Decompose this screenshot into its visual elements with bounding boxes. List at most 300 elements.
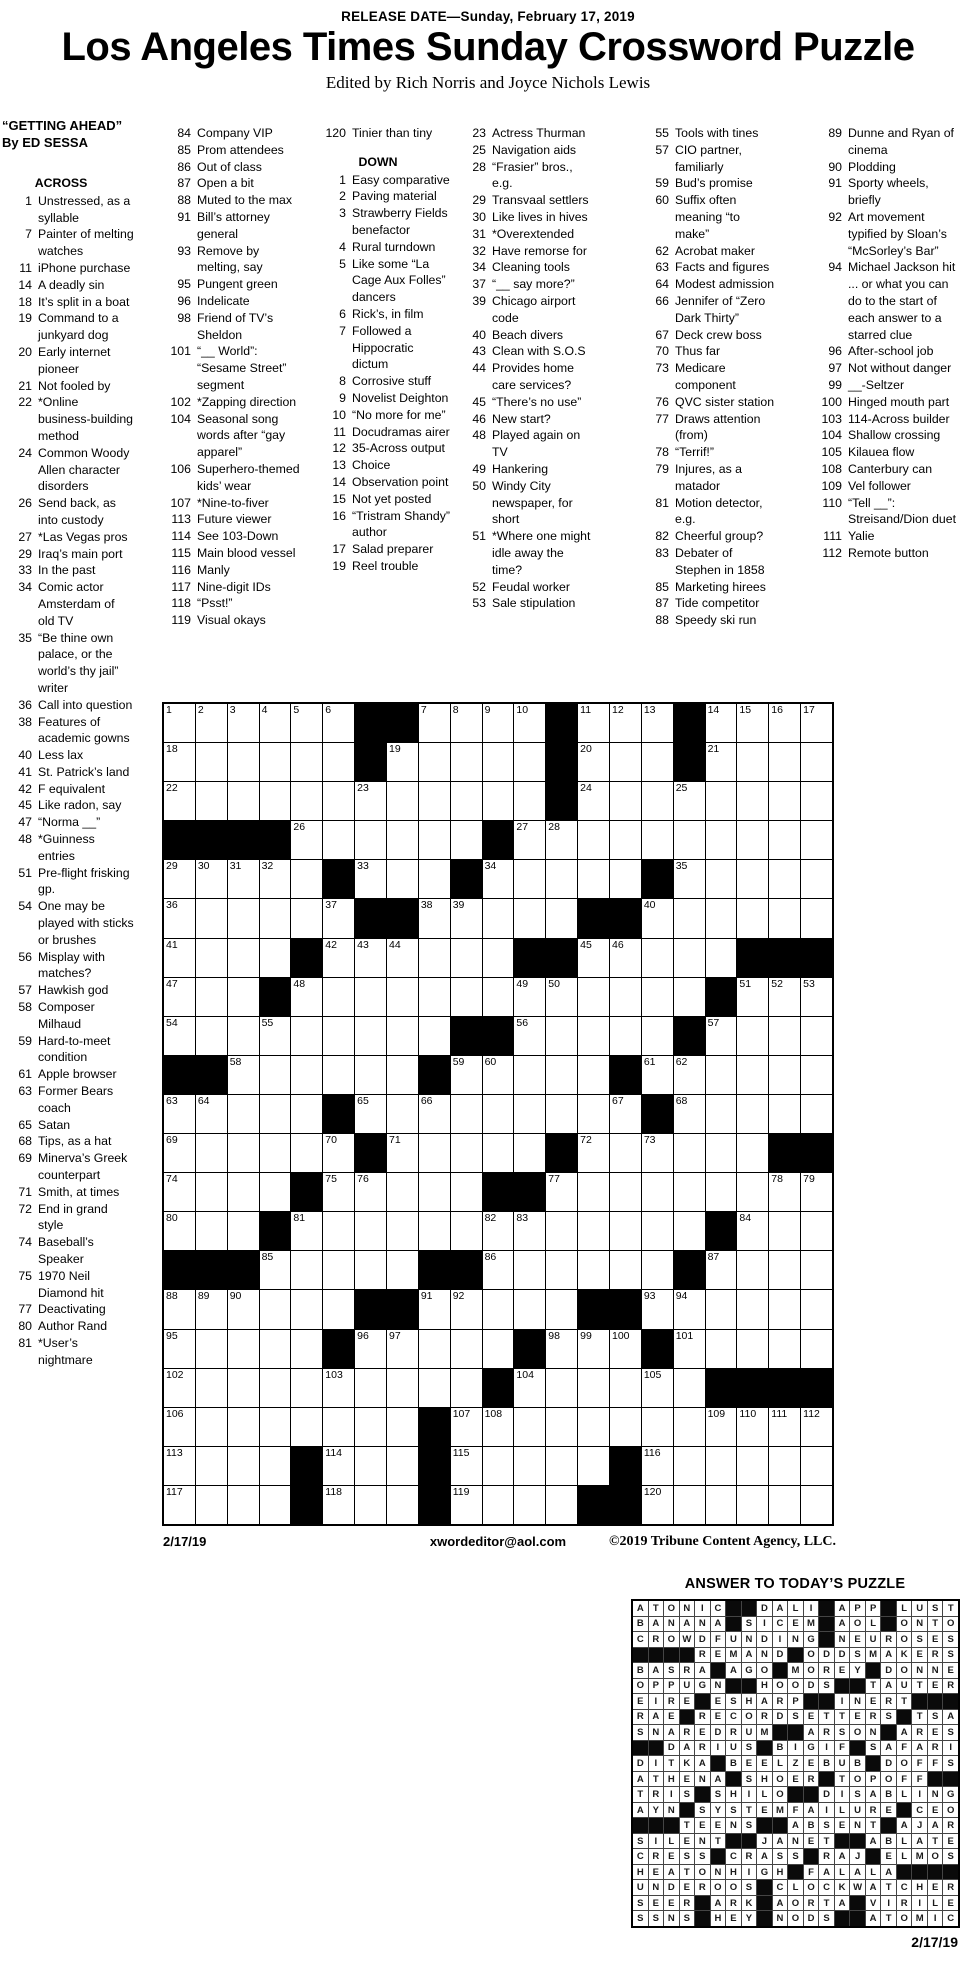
clue-text: Reel trouble <box>352 558 419 573</box>
answer-cell: T <box>866 1679 881 1694</box>
answer-black-square <box>881 1617 896 1632</box>
clue-number: 50 <box>472 478 486 493</box>
cell-number: 88 <box>166 1290 178 1303</box>
answer-cell: K <box>897 1648 912 1663</box>
answer-cell: O <box>788 1911 803 1926</box>
clue <box>158 461 303 495</box>
answer-cell: M <box>866 1648 881 1663</box>
clue-number: 8 <box>339 374 346 389</box>
answer-cell: E <box>866 1694 881 1709</box>
grid-cell <box>706 704 737 742</box>
grid-cell <box>546 1369 577 1407</box>
clue-text: Beach divers <box>492 327 564 342</box>
clue-text: Vel follower <box>848 478 911 493</box>
answer-cell: L <box>835 1865 850 1880</box>
answer-cell: N <box>695 1772 710 1787</box>
cell-number: 66 <box>420 1094 433 1107</box>
grid-cell <box>164 1447 195 1485</box>
clue <box>318 205 452 239</box>
grid-cell <box>291 821 322 859</box>
grid-cell <box>546 860 577 898</box>
grid-cell <box>706 1290 737 1328</box>
answer-cell: I <box>912 1787 927 1802</box>
grid-cell <box>674 1330 705 1368</box>
across-clues-2 <box>158 125 303 629</box>
grid-cell <box>483 782 514 820</box>
answer-cell: M <box>804 1617 819 1632</box>
clue <box>2 193 134 227</box>
answer-cell: A <box>804 1803 819 1818</box>
grid-cell <box>451 1173 482 1211</box>
clue-text: 114-Across builder <box>848 411 950 426</box>
clue <box>810 411 956 428</box>
grid-cell <box>801 1408 832 1446</box>
cell-number: 55 <box>261 1016 274 1029</box>
grid-cell <box>514 899 545 937</box>
clue-text: “Tell __”: Streisand/Dion duet <box>848 495 957 527</box>
grid-cell <box>642 1134 673 1172</box>
clue-text: Apple browser <box>38 1067 117 1082</box>
grid-cell <box>674 1486 705 1524</box>
answer-black-square <box>819 1772 834 1787</box>
answer-cell: T <box>866 1818 881 1833</box>
grid-cell <box>801 782 832 820</box>
answer-cell: I <box>742 1865 757 1880</box>
clue <box>158 142 303 159</box>
grid-cell <box>419 1369 450 1407</box>
answer-cell: B <box>881 1787 896 1802</box>
clue-text: __-Seltzer <box>848 377 905 392</box>
grid-cell <box>419 821 450 859</box>
cell-number: 14 <box>707 704 720 716</box>
answer-cell: B <box>773 1741 788 1756</box>
answer-cell: A <box>881 1679 896 1694</box>
clue-text: “__ say more?” <box>492 277 575 292</box>
grid-cell <box>737 1290 768 1328</box>
cell-number: 5 <box>293 704 300 716</box>
cell-number: 10 <box>516 704 529 716</box>
clue-number: 19 <box>18 311 32 326</box>
clue <box>458 226 592 243</box>
cell-number: 115 <box>452 1446 470 1459</box>
grid-cell <box>387 1017 418 1055</box>
black-square <box>578 1486 609 1524</box>
answer-cell: N <box>680 1601 695 1616</box>
clue-number: 88 <box>177 193 191 208</box>
answer-cell: R <box>819 1663 834 1678</box>
clue-number: 33 <box>18 563 32 578</box>
answer-cell: E <box>943 1663 958 1678</box>
cell-number: 71 <box>389 1134 401 1147</box>
clue-text: Misplay with matches? <box>38 949 105 981</box>
grid-cell <box>674 1095 705 1133</box>
clue <box>2 797 134 814</box>
clue <box>458 394 592 411</box>
clue-text: Played again on TV <box>492 428 581 460</box>
answer-cell: M <box>912 1911 927 1926</box>
clue-text: Sale stipulation <box>492 596 576 611</box>
clue <box>810 461 956 478</box>
answer-black-square <box>695 1896 710 1911</box>
clue <box>318 508 452 542</box>
answer-cell: O <box>897 1632 912 1647</box>
answer-cell: B <box>819 1756 834 1771</box>
cell-number: 93 <box>643 1290 656 1303</box>
grid-cell <box>769 1330 800 1368</box>
clue <box>641 142 777 176</box>
answer-cell: A <box>757 1849 772 1864</box>
answer-cell: I <box>819 1741 834 1756</box>
answer-cell: S <box>850 1787 865 1802</box>
answer-cell: S <box>819 1911 834 1926</box>
grid-cell <box>323 1173 354 1211</box>
answer-cell: N <box>664 1617 679 1632</box>
answer-black-square <box>804 1694 819 1709</box>
black-square <box>546 782 577 820</box>
grid-cell <box>769 1017 800 1055</box>
grid-cell <box>483 743 514 781</box>
answer-cell: O <box>711 1880 726 1895</box>
grid-cell <box>610 1408 641 1446</box>
grid-cell <box>578 860 609 898</box>
answer-cell: A <box>928 1818 943 1833</box>
answer-cell: I <box>835 1694 850 1709</box>
answer-cell: T <box>912 1710 927 1725</box>
clue <box>641 192 777 242</box>
editors-byline: Edited by Rich Norris and Joyce Nichols Lewis <box>325 73 651 92</box>
clue <box>158 545 303 562</box>
grid-cell <box>451 1134 482 1172</box>
clue-number: 58 <box>18 1000 32 1015</box>
grid-cell <box>260 899 291 937</box>
clue-number: 51 <box>18 865 32 880</box>
cell-number: 18 <box>166 743 178 756</box>
clue <box>458 478 592 528</box>
clue-number: 26 <box>18 496 32 511</box>
answer-cell: A <box>835 1849 850 1864</box>
grid-cell <box>355 1212 386 1250</box>
answer-cell: T <box>680 1865 695 1880</box>
answer-cell: B <box>881 1834 896 1849</box>
clue-text: Motion detector, e.g. <box>675 495 763 527</box>
clue <box>641 444 777 461</box>
grid-cell <box>769 1173 800 1211</box>
answer-cell: E <box>757 1803 772 1818</box>
answer-cell: O <box>695 1865 710 1880</box>
answer-cell: D <box>711 1725 726 1740</box>
clue-number: 83 <box>655 545 669 560</box>
clue-number: 37 <box>472 277 486 292</box>
grid-cell <box>419 743 450 781</box>
answer-black-square <box>773 1725 788 1740</box>
answer-cell: N <box>788 1632 803 1647</box>
clue <box>2 949 134 983</box>
grid-cell <box>674 1212 705 1250</box>
answer-cell: D <box>881 1756 896 1771</box>
grid-cell <box>355 1017 386 1055</box>
grid-cell <box>164 1290 195 1328</box>
clue-text: Remote button <box>848 545 929 560</box>
grid-cell <box>642 939 673 977</box>
cell-number: 70 <box>325 1134 337 1147</box>
down-clues-3 <box>641 125 777 629</box>
answer-cell: G <box>757 1865 772 1880</box>
answer-cell: E <box>680 1880 695 1895</box>
answer-cell: N <box>664 1803 679 1818</box>
grid-cell <box>355 1447 386 1485</box>
grid-cell <box>196 978 227 1016</box>
answer-cell: S <box>943 1632 958 1647</box>
clue-number: 49 <box>472 461 486 476</box>
black-square <box>164 821 195 859</box>
answer-cell: A <box>680 1617 695 1632</box>
grid-cell <box>546 1447 577 1485</box>
grid-cell <box>483 1290 514 1328</box>
grid-cell <box>387 860 418 898</box>
answer-black-square <box>850 1679 865 1694</box>
clue <box>641 243 777 260</box>
clue-number: 99 <box>828 377 842 392</box>
grid-cell <box>291 1212 322 1250</box>
grid-cell <box>610 782 641 820</box>
answer-cell: R <box>649 1632 664 1647</box>
clue-number: 14 <box>332 474 346 489</box>
cell-number: 62 <box>675 1055 688 1068</box>
grid-cell <box>514 1134 545 1172</box>
clue <box>641 461 777 495</box>
clue-number: 31 <box>472 226 486 241</box>
answer-cell: E <box>788 1772 803 1787</box>
grid-cell <box>514 1095 545 1133</box>
clue <box>158 175 303 192</box>
clue <box>2 1268 134 1302</box>
grid-cell <box>451 899 482 937</box>
clue-number: 81 <box>18 1335 32 1350</box>
answer-cell: S <box>742 1741 757 1756</box>
clue-number: 115 <box>171 545 191 560</box>
clue <box>458 411 592 428</box>
clue-number: 48 <box>472 428 486 443</box>
grid-cell <box>164 1408 195 1446</box>
clue-number: 29 <box>472 193 486 208</box>
grid-cell <box>260 1173 291 1211</box>
answer-cell: S <box>633 1834 648 1849</box>
cell-number: 67 <box>612 1094 624 1107</box>
answer-cell: K <box>835 1880 850 1895</box>
clue <box>641 411 777 445</box>
answer-cell: E <box>928 1632 943 1647</box>
clue-text: Company VIP <box>197 126 273 140</box>
black-square <box>706 1369 737 1407</box>
grid-cell <box>228 1095 259 1133</box>
grid-cell <box>769 1251 800 1289</box>
answer-cell: L <box>773 1756 788 1771</box>
cell-number: 32 <box>261 860 274 873</box>
cell-number: 23 <box>357 782 369 795</box>
answer-cell: T <box>835 1710 850 1725</box>
grid-cell <box>196 1447 227 1485</box>
cell-number: 80 <box>166 1212 178 1225</box>
grid-cell <box>291 1056 322 1094</box>
grid-cell <box>610 1212 641 1250</box>
answer-cell: A <box>866 1911 881 1926</box>
black-square <box>642 1095 673 1133</box>
clue <box>158 528 303 545</box>
answer-cell: S <box>680 1911 695 1926</box>
answer-cell: S <box>928 1601 943 1616</box>
answer-cell: I <box>788 1741 803 1756</box>
answer-cell: O <box>943 1803 958 1818</box>
clue-number: 92 <box>828 209 842 224</box>
answer-cell: G <box>695 1679 710 1694</box>
grid-cell <box>801 704 832 742</box>
grid-cell <box>196 1330 227 1368</box>
answer-cell: I <box>943 1741 958 1756</box>
cell-number: 51 <box>739 977 752 990</box>
grid-cell <box>706 1095 737 1133</box>
grid-cell <box>674 1369 705 1407</box>
grid-cell <box>291 782 322 820</box>
clue-number: 91 <box>177 209 191 224</box>
black-square <box>706 1212 737 1250</box>
copyright-notice: ©2019 Tribune Content Agency, LLC. <box>609 1534 836 1549</box>
grid-cell <box>674 939 705 977</box>
cell-number: 21 <box>707 743 720 756</box>
answer-cell: E <box>680 1834 695 1849</box>
clue <box>2 1335 134 1369</box>
answer-black-square <box>866 1663 881 1678</box>
cell-number: 108 <box>484 1407 503 1420</box>
answer-black-square <box>788 1648 803 1663</box>
grid-cell <box>260 1134 291 1172</box>
grid-cell <box>228 1017 259 1055</box>
clue-text: Choice <box>352 458 391 473</box>
clue-number: 34 <box>472 260 486 275</box>
grid-cell <box>228 939 259 977</box>
answer-cell: A <box>866 1787 881 1802</box>
clue <box>318 390 452 407</box>
clue-text: “No more for me” <box>352 407 446 422</box>
clue <box>318 474 452 491</box>
answer-cell: S <box>742 1880 757 1895</box>
clue-text: Actress Thurman <box>492 126 586 140</box>
answer-black-square <box>819 1632 834 1647</box>
answer-cell: N <box>649 1725 664 1740</box>
grid-cell <box>483 1408 514 1446</box>
clue-column-4 <box>458 125 592 612</box>
clue-number: 19 <box>332 558 346 573</box>
clue-text: Hawkish god <box>38 983 109 998</box>
answer-cell: O <box>773 1772 788 1787</box>
answer-black-square <box>757 1741 772 1756</box>
answer-black-square <box>757 1818 772 1833</box>
grid-cell <box>260 743 291 781</box>
answer-cell: A <box>649 1663 664 1678</box>
answer-cell: R <box>742 1849 757 1864</box>
clue-text: Pungent green <box>197 277 278 292</box>
clue <box>2 1184 134 1201</box>
answer-cell: N <box>835 1632 850 1647</box>
grid-cell <box>578 704 609 742</box>
grid-cell <box>801 1056 832 1094</box>
grid-cell <box>642 782 673 820</box>
answer-cell: E <box>928 1880 943 1895</box>
answer-cell: E <box>928 1803 943 1818</box>
clue-text: 35-Across output <box>352 441 445 456</box>
answer-grid <box>631 1599 960 1928</box>
clue-number: 81 <box>655 495 669 510</box>
cell-number: 103 <box>325 1368 343 1381</box>
answer-black-square <box>835 1911 850 1926</box>
answer-cell: R <box>695 1741 710 1756</box>
grid-cell <box>291 1330 322 1368</box>
grid-cell <box>483 1212 514 1250</box>
clue-number: 45 <box>18 798 32 813</box>
grid-cell <box>769 782 800 820</box>
black-square <box>674 743 705 781</box>
grid-cell <box>355 1056 386 1094</box>
clue-text: Strawberry Fields benefactor <box>352 206 448 237</box>
answer-black-square <box>912 1694 927 1709</box>
answer-cell: O <box>804 1880 819 1895</box>
clue-text: Friend of TV’s Sheldon <box>197 310 274 342</box>
answer-cell: H <box>912 1880 927 1895</box>
cell-number: 29 <box>166 860 178 873</box>
answer-cell: T <box>881 1880 896 1895</box>
clue <box>318 323 452 373</box>
grid-cell <box>737 1017 768 1055</box>
answer-cell: T <box>912 1679 927 1694</box>
black-square <box>451 860 482 898</box>
cell-number: 74 <box>166 1173 178 1186</box>
answer-cell: U <box>897 1679 912 1694</box>
clue-number: 82 <box>655 529 669 544</box>
answer-cell: N <box>757 1648 772 1663</box>
answer-cell: L <box>757 1787 772 1802</box>
clue <box>2 697 134 714</box>
answer-cell: E <box>850 1632 865 1647</box>
black-square <box>387 704 418 742</box>
grid-cell <box>769 704 800 742</box>
grid-cell <box>642 1447 673 1485</box>
cell-number: 6 <box>325 704 332 716</box>
answer-cell: I <box>819 1803 834 1818</box>
answer-black-square <box>742 1679 757 1694</box>
clue-number: 70 <box>655 344 669 359</box>
grid-cell <box>801 1290 832 1328</box>
answer-cell: R <box>804 1772 819 1787</box>
answer-cell: I <box>649 1834 664 1849</box>
clue-text: Sporty wheels, briefly <box>848 176 929 208</box>
black-square <box>610 1447 641 1485</box>
grid-cell <box>228 1408 259 1446</box>
grid-cell <box>483 704 514 742</box>
clue-text: Painter of melting watches <box>38 227 134 259</box>
clue <box>458 327 592 344</box>
black-square <box>801 939 832 977</box>
grid-cell <box>196 899 227 937</box>
answer-cell: R <box>819 1725 834 1740</box>
grid-cell <box>546 821 577 859</box>
answer-black-square <box>835 1834 850 1849</box>
cell-number: 99 <box>580 1329 592 1342</box>
clue-number: 13 <box>332 458 346 473</box>
answer-cell: M <box>726 1648 741 1663</box>
answer-black-square <box>726 1601 741 1616</box>
grid-cell <box>291 1095 322 1133</box>
black-square <box>260 978 291 1016</box>
grid-cell <box>323 1290 354 1328</box>
